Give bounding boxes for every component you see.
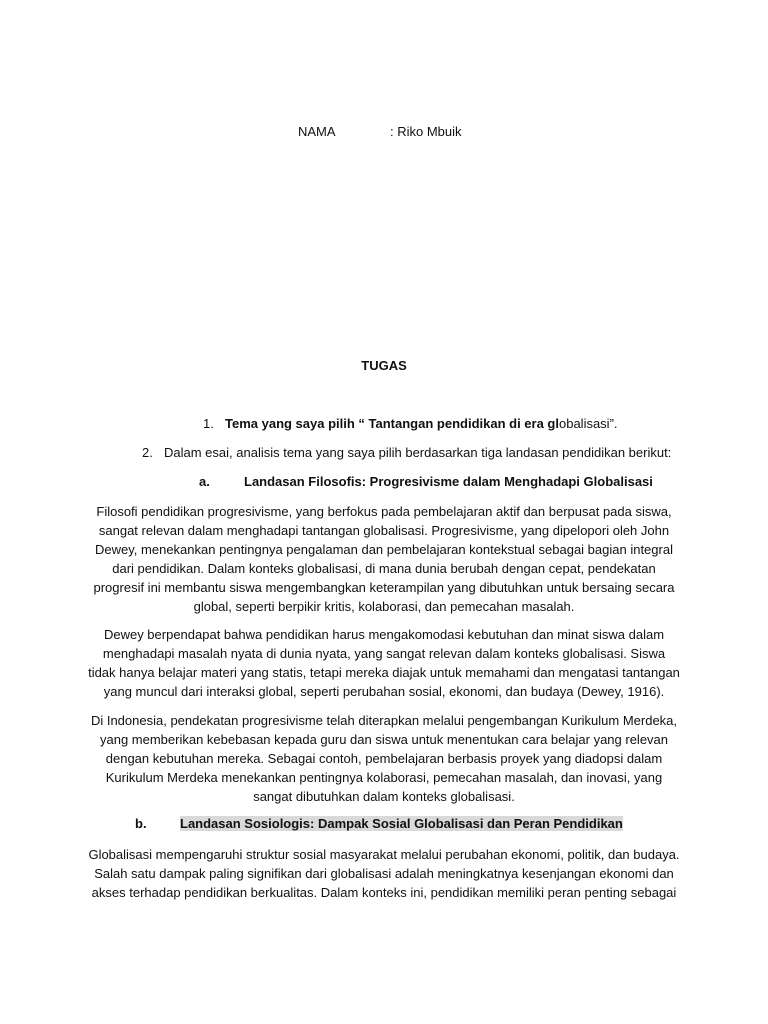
document-title: TUGAS	[361, 358, 407, 373]
name-label: NAMA	[298, 124, 336, 139]
list-item-text: Dalam esai, analisis tema yang saya pilih berdasarkan tiga landasan pendidikan berikut:	[164, 445, 672, 460]
name-value: : Riko Mbuik	[390, 124, 462, 139]
theme-bold-text: Tema yang saya pilih “ Tantangan pendidikan di era gl	[225, 416, 559, 431]
paragraph: Di Indonesia, pendekatan progresivisme telah diterapkan melalui pengembangan Kurikulum Merdeka, yang memberikan kebebasan kepada guru dan siswa untuk menentukan cara belajar yang relevan dengan kebutuhan mereka. Sebagai contoh, pembelajaran berbasis proyek yang diadopsi dalam Kurikulum Merdeka menekankan pentingnya kolaborasi, pemecahan masalah, dan inovasi, yang sangat dibutuhkan dalam konteks globalisasi.	[90, 713, 678, 804]
section-letter: a.	[199, 474, 210, 489]
paragraph: Globalisasi mempengaruhi struktur sosial masyarakat melalui perubahan ekonomi, politik, dan budaya. Salah satu dampak paling signifikan dari globalisasi adalah meningkatnya kesenjangan ekonomi dan akses terhadap pendidikan berkualitas. Dalam konteks ini, pendidikan memiliki peran penting sebagai	[88, 847, 680, 900]
section-b-heading	[135, 816, 623, 831]
highlighted-heading-text: Landasan Sosiologis: Dampak Sosial Globalisasi dan Peran Pendidikan	[180, 816, 623, 831]
section-heading-text: Landasan Filosofis: Progresivisme dalam Menghadapi Globalisasi	[244, 474, 653, 489]
paragraph: Filosofi pendidikan progresivisme, yang berfokus pada pembelajaran aktif dan berpusat pada siswa, sangat relevan dalam menghadapi tantangan globalisasi. Progresivisme, yang dipelopori oleh John Dewey, menekankan pentingnya pengalaman dan pembelajaran kontekstual sebagai bagian integral dari pendidikan. Dalam konteks globalisasi, di mana dunia berubah dengan cepat, pendekatan progresif ini membantu siswa mengembangkan keterampilan yang dibutuhkan untuk bersaing secara global, seperti berpikir kritis, kolaborasi, dan pemecahan masalah.	[93, 504, 675, 614]
section-letter: b.	[135, 816, 147, 831]
list-item-1	[203, 416, 618, 431]
section-a-heading	[199, 474, 653, 489]
paragraph: Dewey berpendapat bahwa pendidikan harus mengakomodasi kebutuhan dan minat siswa dalam menghadapi masalah nyata di dunia nyata, yang sangat relevan dalam konteks globalisasi. Siswa tidak hanya belajar materi yang statis, tetapi mereka diajak untuk memahami dan mengatasi tantangan yang muncul dari interaksi global, seperti perubahan sosial, ekonomi, dan budaya (Dewey, 1916).	[88, 627, 680, 699]
list-item-2	[142, 445, 671, 460]
theme-rest-text: obalisasi”.	[558, 416, 618, 431]
name-line	[298, 124, 462, 139]
list-number: 1.	[203, 416, 214, 431]
list-number: 2.	[142, 445, 153, 460]
